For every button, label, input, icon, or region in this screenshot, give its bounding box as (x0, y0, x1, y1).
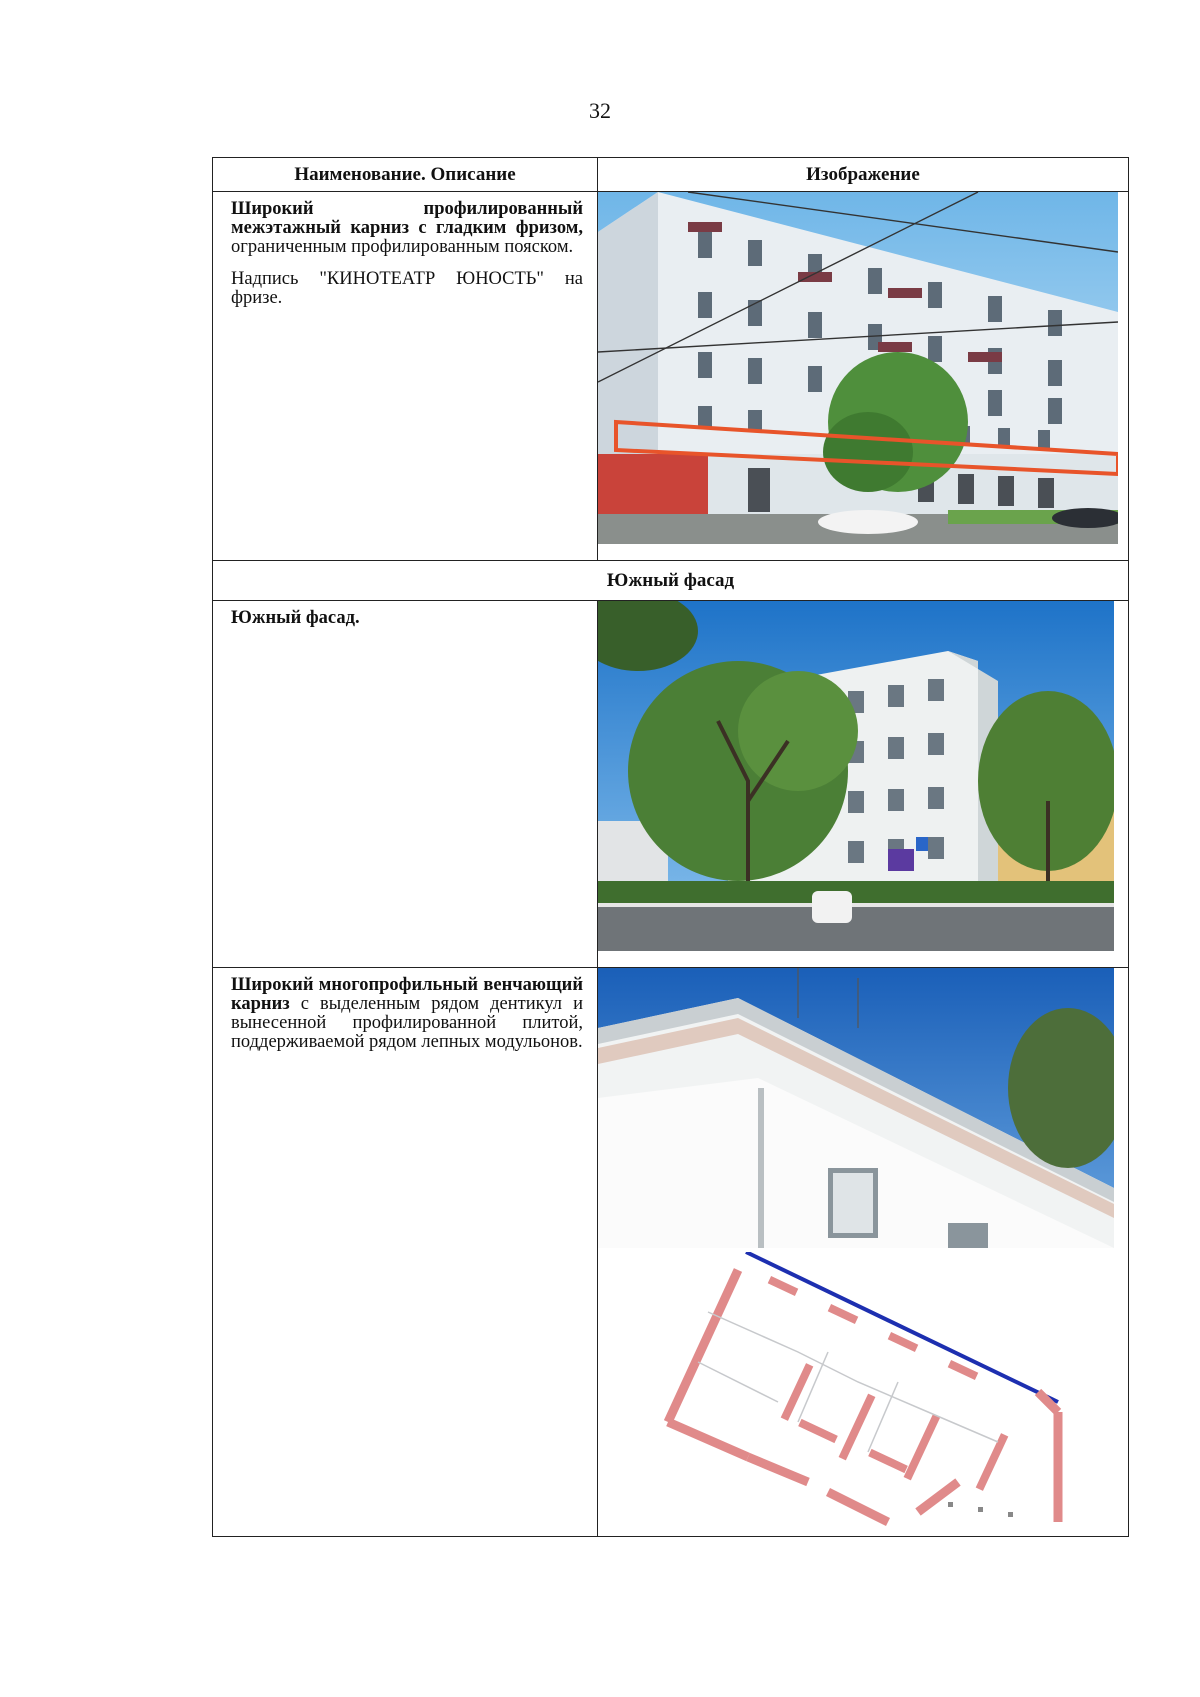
row1-text: ограниченным профилированным пояском. (231, 237, 574, 257)
section-row (213, 561, 1129, 601)
table-row (213, 601, 1129, 968)
row3-bold: Широкий многопрофильный венчающий карниз (231, 975, 583, 1014)
row1-bold: Широкий профилированный межэтажный карниз с гладким фризом, (231, 199, 583, 238)
row2-bold: Южный фасад. (231, 608, 360, 628)
row3-description (213, 968, 597, 1052)
row1-note: Надпись "КИНОТЕАТР ЮНОСТЬ" на фризе. (231, 269, 583, 308)
floor-plan-diagram (598, 1252, 1114, 1532)
header-image: Изображение (598, 158, 1129, 192)
row1-description (213, 192, 597, 308)
section-title: Южный фасад (213, 561, 1129, 601)
page-number: 32 (589, 98, 611, 123)
table-row (213, 968, 1129, 1537)
header-description: Наименование. Описание (213, 158, 598, 192)
photo-building-facade (598, 192, 1118, 544)
photo-south-facade (598, 601, 1114, 951)
description-table (212, 157, 1129, 1537)
row2-description (213, 601, 597, 628)
table-header-row (213, 158, 1129, 192)
table-row (213, 192, 1129, 561)
row3-text: с выделенным рядом дентикул и вынесенной профилированной плитой, поддерживаемой рядом лепных модульонов. (231, 994, 583, 1052)
photo-crowning-cornice (598, 968, 1114, 1248)
